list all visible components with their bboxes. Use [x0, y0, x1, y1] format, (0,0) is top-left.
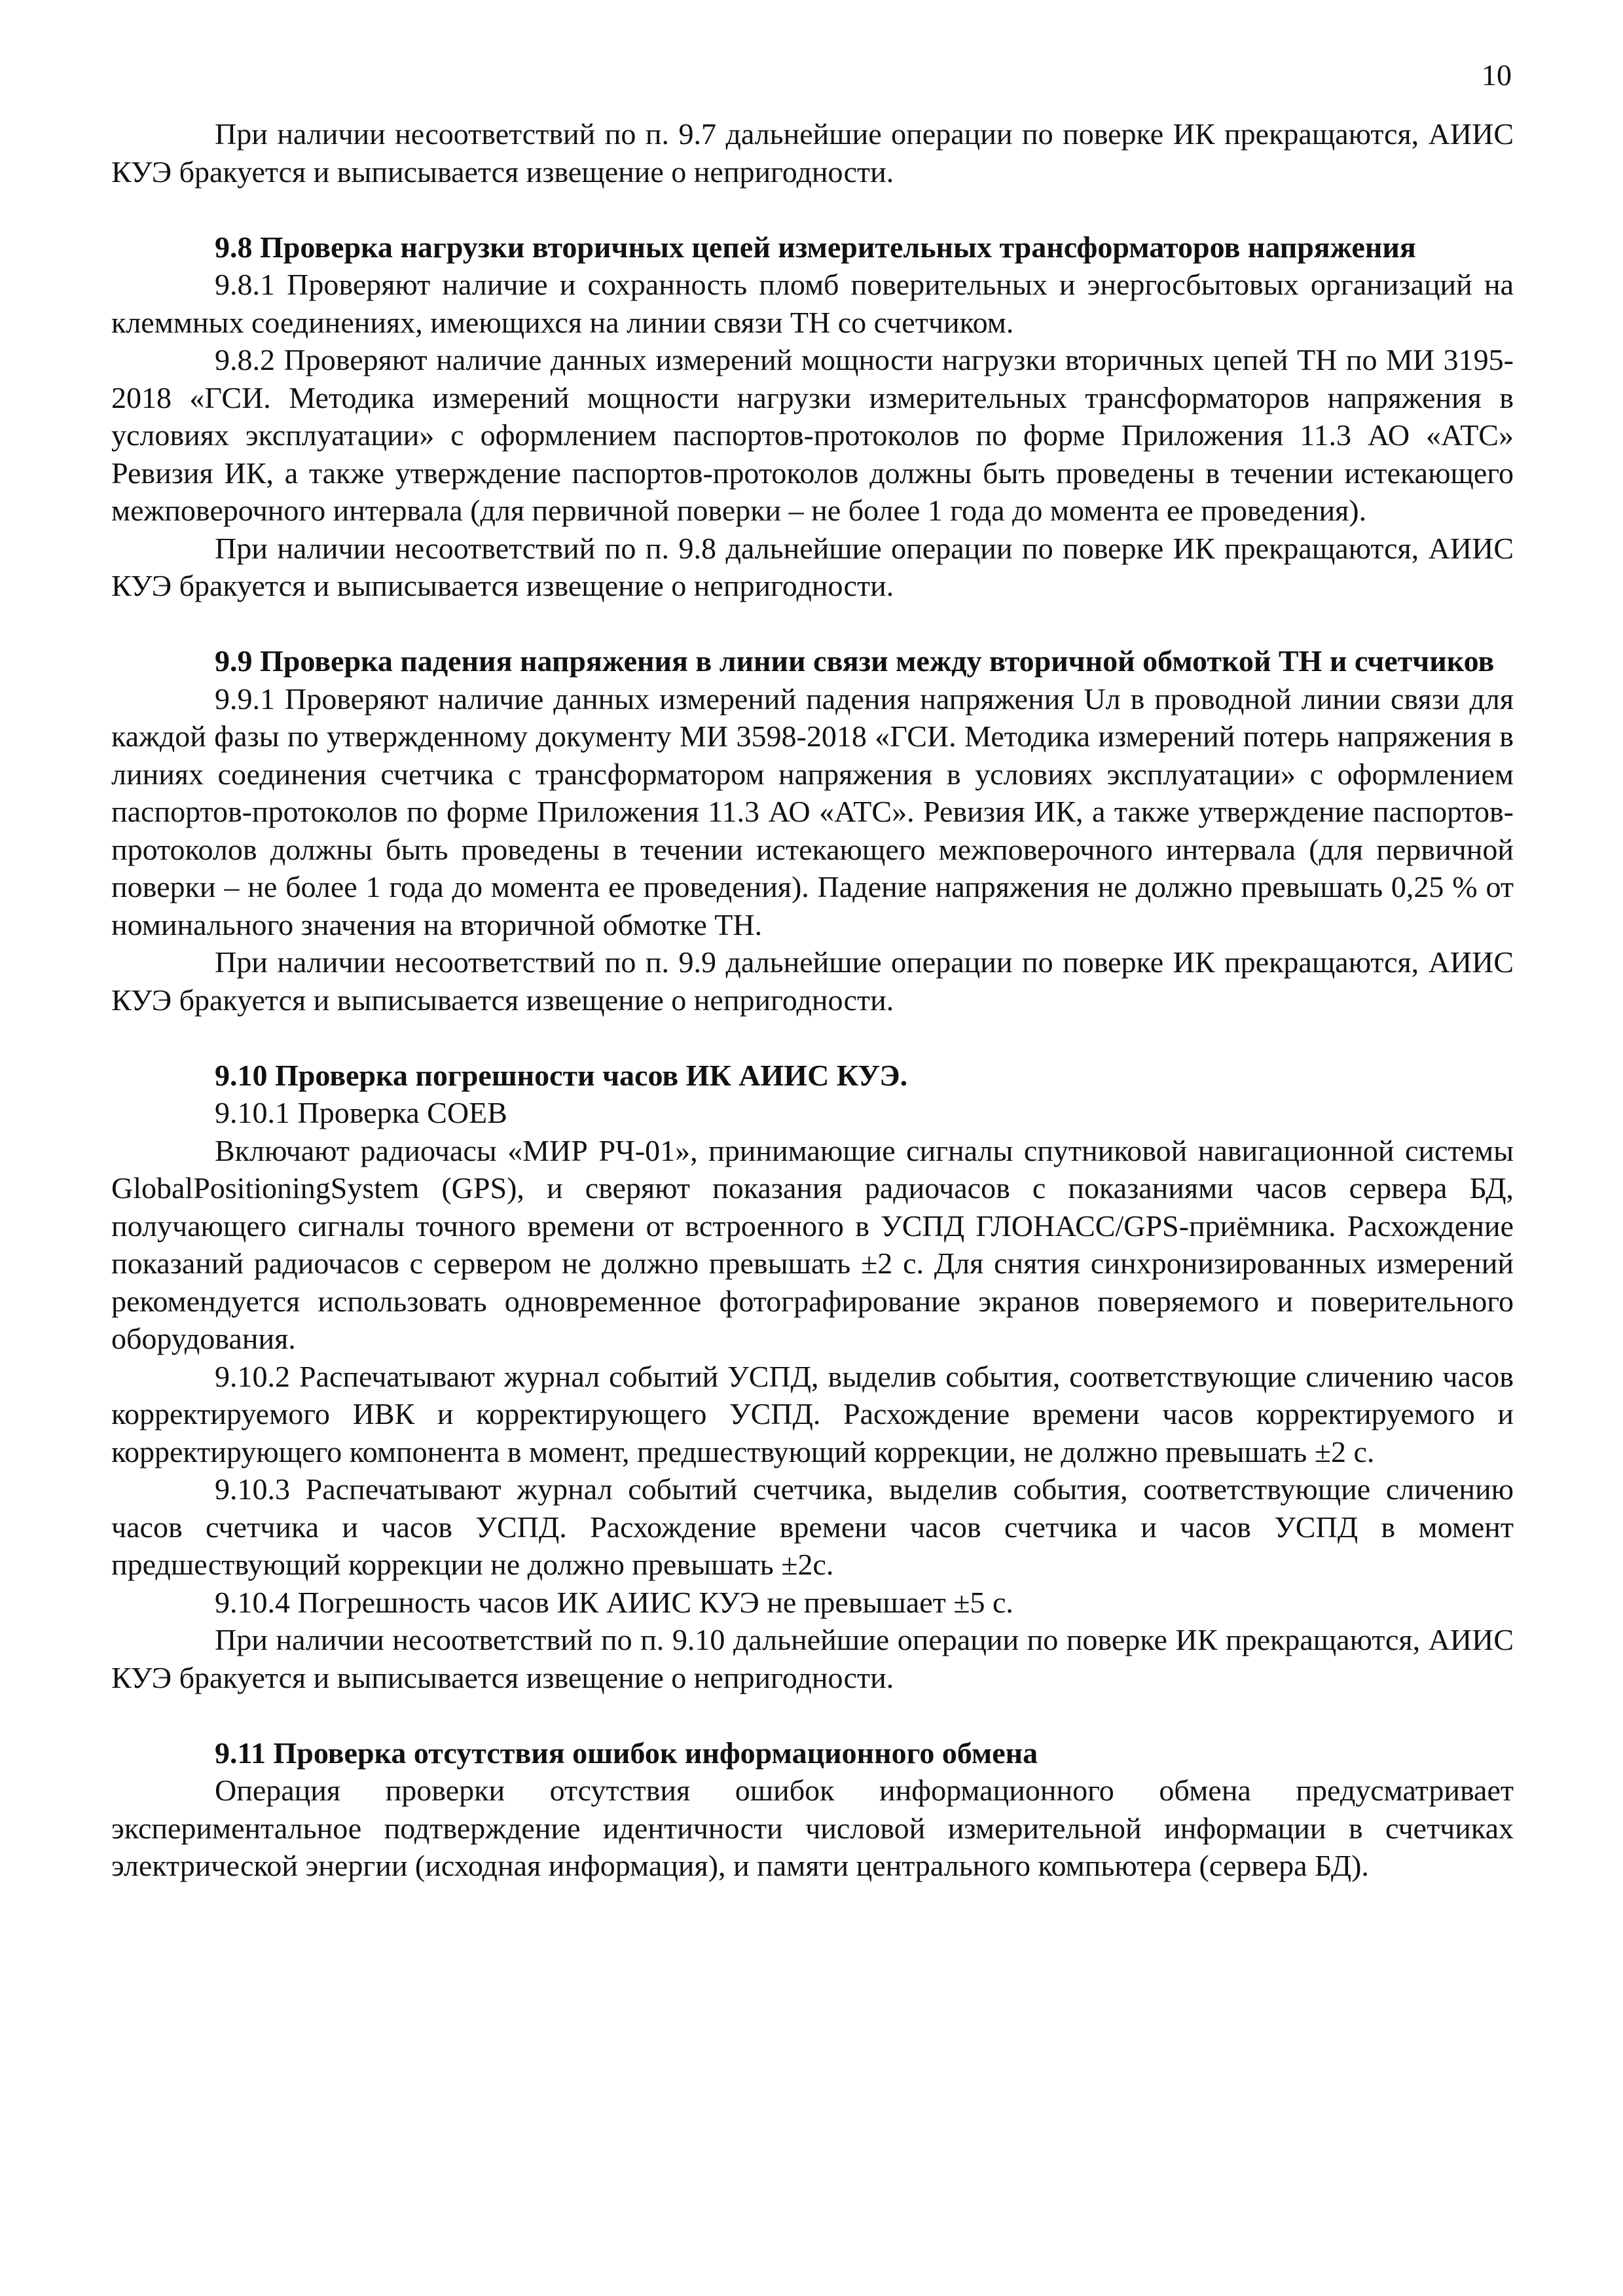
section-heading-9-10: 9.10 Проверка погрешности часов ИК АИИС КУЭ.: [215, 1058, 908, 1092]
section-heading-9-11: 9.11 Проверка отсутствия ошибок информационного обмена: [215, 1736, 1038, 1770]
paragraph-9-10-conclusion: При наличии несоответствий по п. 9.10 дальнейшие операции по поверке ИК прекращаются, АИИС КУЭ бракуется и выписывается извещение о непригодности.: [111, 1623, 1514, 1694]
paragraph-9-11-body: Операция проверки отсутствия ошибок информационного обмена предусматривает экспериментальное подтверждение идентичности числовой измерительной информации в счетчиках электрической энергии (исходная информация), и памяти центрального компьютера (сервера БД).: [111, 1774, 1514, 1882]
paragraph-9-10-3: 9.10.3 Распечатывают журнал событий счетчика, выделив события, соответствующие сличению часов счетчика и часов УСПД. Расхождение времени часов счетчика и часов УСПД в момент предшествующий коррекции не должно превышать ±2с.: [111, 1472, 1514, 1581]
paragraph-9-7-conclusion: При наличии несоответствий по п. 9.7 дальнейшие операции по поверке ИК прекращаются, АИИС КУЭ бракуется и выписывается извещение о непригодности.: [111, 117, 1514, 189]
page-body: [111, 115, 1514, 1885]
paragraph-9-10-4: 9.10.4 Погрешность часов ИК АИИС КУЭ не превышает ±5 с.: [215, 1585, 1013, 1619]
paragraph-9-8-1: 9.8.1 Проверяют наличие и сохранность пломб поверительных и энергосбытовых организаций на клеммных соединениях, имеющихся на линии связи ТН со счетчиком.: [111, 268, 1514, 339]
paragraph-9-10-2: 9.10.2 Распечатывают журнал событий УСПД, выделив события, соответствующие сличению часов корректируемого ИВК и корректирующего УСПД. Расхождение времени часов корректируемого и корректирующего компонента в момент, предшествующий коррекции, не должно превышать ±2 с.: [111, 1359, 1514, 1468]
paragraph-9-9-1: 9.9.1 Проверяют наличие данных измерений падения напряжения Uл в проводной линии связи для каждой фазы по утвержденному документу МИ 3598-2018 «ГСИ. Методика измерений потерь напряжения в линиях соединения счетчика с трансформатором напряжения в условиях эксплуатации» с оформлением паспортов-протоколов по форме Приложения 11.3 АО «АТС». Ревизия ИК, а также утверждение паспортов-протоколов должны быть проведены в течении истекающего межповерочного интервала (для первичной поверки – не более 1 года до момента ее проведения). Падение напряжения не должно превышать 0,25 % от номинального значения на вторичной обмотке ТН.: [111, 682, 1514, 941]
paragraph-9-10-1-title: 9.10.1 Проверка СОЕВ: [215, 1096, 507, 1129]
section-heading-9-8: 9.8 Проверка нагрузки вторичных цепей измерительных трансформаторов напряжения: [215, 230, 1416, 264]
paragraph-9-8-conclusion: При наличии несоответствий по п. 9.8 дальнейшие операции по поверке ИК прекращаются, АИИС КУЭ бракуется и выписывается извещение о непригодности.: [111, 531, 1514, 602]
page-number: 10: [1482, 58, 1512, 92]
paragraph-9-10-1-body: Включают радиочасы «МИР РЧ-01», принимающие сигналы спутниковой навигационной системы GlobalPositioningSystem (GPS), и сверяют показания радиочасов с показаниями часов сервера БД, получающего сигналы точного времени от встроенного в УСПД ГЛОНАСС/GPS-приёмника. Расхождение показаний радиочасов с сервером не должно превышать ±2 с. Для снятия синхронизированных измерений рекомендуется использовать одновременное фотографирование экранов поверяемого и поверительного оборудования.: [111, 1133, 1514, 1355]
paragraph-9-9-conclusion: При наличии несоответствий по п. 9.9 дальнейшие операции по поверке ИК прекращаются, АИИС КУЭ бракуется и выписывается извещение о непригодности.: [111, 945, 1514, 1017]
paragraph-9-8-2: 9.8.2 Проверяют наличие данных измерений мощности нагрузки вторичных цепей ТН по МИ 3195-2018 «ГСИ. Методика измерений мощности нагрузки измерительных трансформаторов напряжения в условиях эксплуатации» с оформлением паспортов-протоколов по форме Приложения 11.3 АО «АТС» Ревизия ИК, а также утверждение паспортов-протоколов должны быть проведены в течении истекающего межповерочного интервала (для первичной поверки – не более 1 года до момента ее проведения).: [111, 343, 1514, 527]
section-heading-9-9: 9.9 Проверка падения напряжения в линии связи между вторичной обмоткой ТН и счетчиков: [215, 644, 1495, 678]
